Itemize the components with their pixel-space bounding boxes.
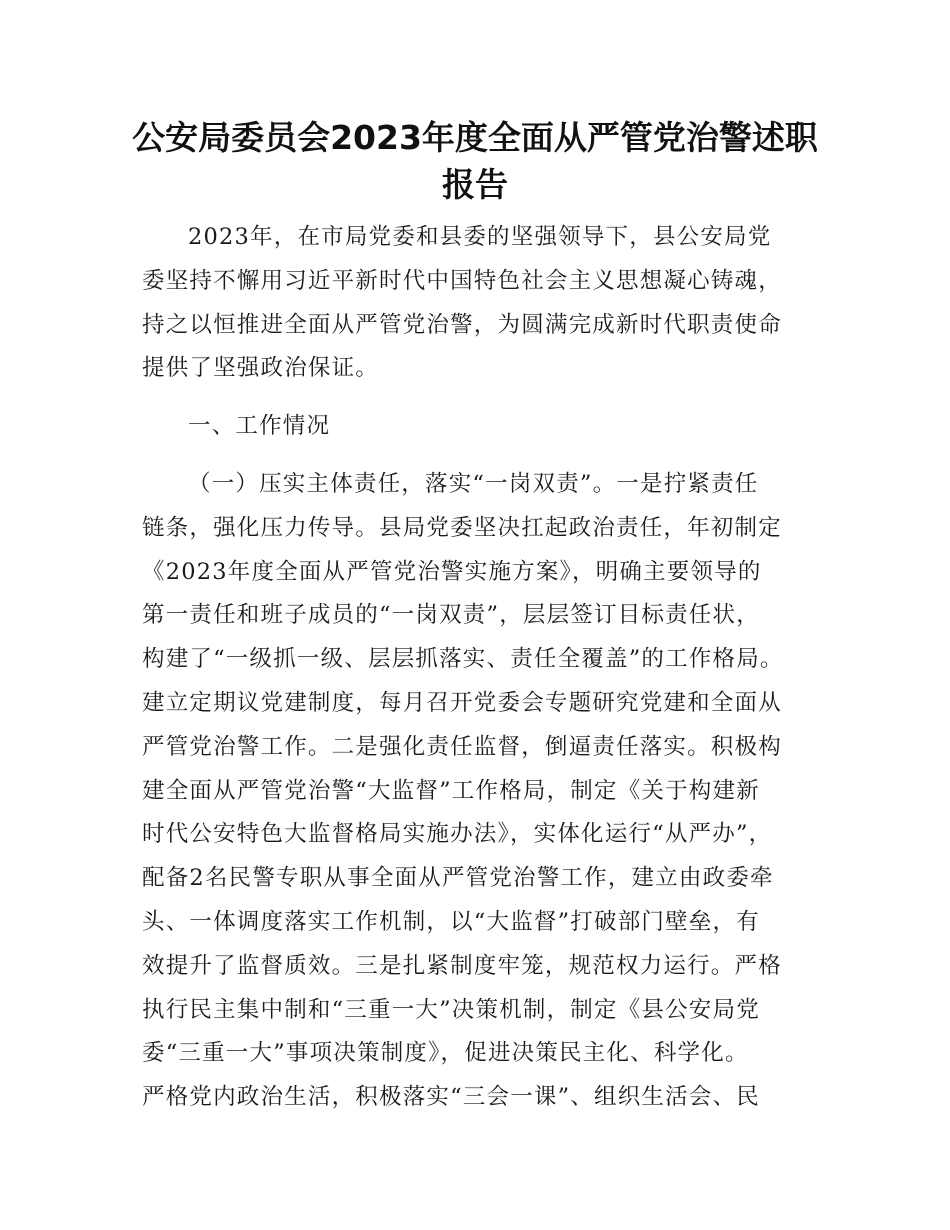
section-paragraph-line: 链条，强化压力传导。县局党委坚决扛起政治责任，年初制定 xyxy=(142,514,782,541)
intro-paragraph-line: 提供了坚强政治保证。 xyxy=(142,355,380,382)
intro-paragraph-line: 委坚持不懈用习近平新时代中国特色社会主义思想凝心铸魂， xyxy=(142,267,782,294)
section-paragraph-line: 第一责任和班子成员的“一岗双责”，层层签订目标责任状， xyxy=(142,602,760,629)
section-paragraph-line: 建立定期议党建制度，每月召开党委会专题研究党建和全面从 xyxy=(142,689,782,716)
section-heading: 一、工作情况 xyxy=(188,413,331,440)
section-paragraph-line: 效提升了监督质效。三是扎紧制度牢笼，规范权力运行。严格 xyxy=(142,952,782,979)
section-paragraph-line: 建全面从严管党治警“大监督”工作格局，制定《关于构建新 xyxy=(142,777,760,804)
section-paragraph-line: 严管党治警工作。二是强化责任监督，倒逼责任落实。积极构 xyxy=(142,733,782,760)
document-title-line-2: 报告 xyxy=(442,165,508,204)
section-paragraph-line: 配备2名民警专职从事全面从严管党治警工作，建立由政委牵 xyxy=(142,865,774,892)
intro-paragraph-line: 持之以恒推进全面从严管党治警，为圆满完成新时代职责使命 xyxy=(142,311,782,338)
section-paragraph-line: （一）压实主体责任，落实“一岗双责”。一是拧紧责任 xyxy=(188,470,759,497)
document-title-line-1: 公安局委员会2023年度全面从严管党治警述职 xyxy=(132,118,818,157)
section-paragraph-line: 《2023年度全面从严管党治警实施方案》，明确主要领导的 xyxy=(142,558,762,585)
section-paragraph-line: 头、一体调度落实工作机制，以“大监督”打破部门壁垒，有 xyxy=(142,908,760,935)
intro-paragraph-line: 2023年，在市局党委和县委的坚强领导下，县公安局党 xyxy=(188,224,772,250)
document-body xyxy=(142,216,822,1120)
section-paragraph-line: 委“三重一大”事项决策制度》，促进决策民主化、科学化。 xyxy=(142,1040,749,1067)
section-paragraph-line: 构建了“一级抓一级、层层抓落实、责任全覆盖”的工作格局。 xyxy=(142,646,784,673)
section-paragraph-line: 执行民主集中制和“三重一大”决策机制，制定《县公安局党 xyxy=(142,996,760,1023)
section-paragraph-line: 时代公安特色大监督格局实施办法》，实体化运行“从严办”， xyxy=(142,821,773,848)
section-paragraph-line: 严格党内政治生活，积极落实“三会一课”、组织生活会、民 xyxy=(142,1084,760,1111)
